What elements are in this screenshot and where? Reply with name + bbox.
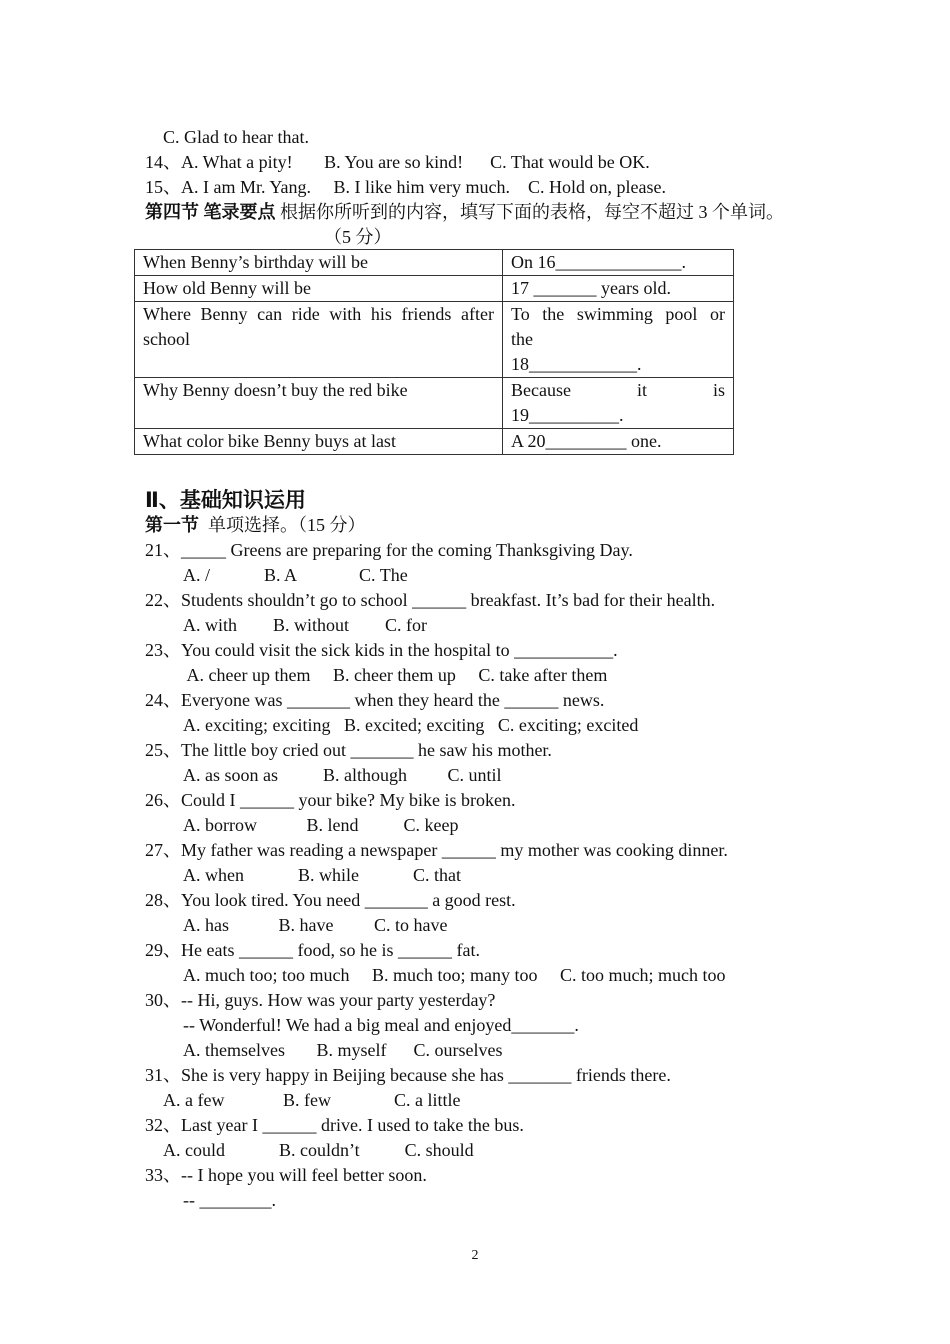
- table-cell: What color bike Benny buys at last: [135, 429, 503, 455]
- table-cell: Why Benny doesn’t buy the red bike: [135, 378, 503, 429]
- q24-options: A. exciting; exciting B. excited; exciting C. exciting; excited: [183, 715, 639, 735]
- page-number: 2: [471, 1248, 479, 1263]
- q25-stem: 25、The little boy cried out _______ he saw his mother.: [145, 740, 552, 760]
- q23-options: A. cheer up them B. cheer them up C. take after them: [183, 665, 608, 685]
- line-q13-option-c: C. Glad to hear that.: [163, 127, 309, 147]
- table-cell: On 16______________.: [503, 250, 734, 276]
- q22-options: A. with B. without C. for: [183, 615, 428, 635]
- q31-options: A. a few B. few C. a little: [163, 1090, 461, 1110]
- section1-title: 第一节: [145, 515, 199, 535]
- cell-line: To the swimming pool or: [511, 304, 725, 324]
- cell-line: 18____________.: [511, 354, 642, 374]
- line-q15: 15、A. I am Mr. Yang. B. I like him very much. C. Hold on, please.: [145, 177, 666, 197]
- cell-line: 19__________.: [511, 405, 624, 425]
- cell-line: Where Benny can ride with his friends after: [143, 304, 494, 324]
- cell-line: the: [511, 329, 533, 349]
- q32-stem: 32、Last year I ______ drive. I used to take the bus.: [145, 1115, 524, 1135]
- q30-options: A. themselves B. myself C. ourselves: [183, 1040, 503, 1060]
- q26-stem: 26、Could I ______ your bike? My bike is broken.: [145, 790, 516, 810]
- table-cell: [135, 302, 503, 378]
- section4-title: 第四节 笔录要点: [145, 202, 276, 222]
- q27-stem: 27、My father was reading a newspaper ______ my mother was cooking dinner.: [145, 840, 728, 860]
- q33-line2: -- ________.: [183, 1190, 276, 1210]
- cell-line: Because it is: [511, 380, 725, 400]
- section4-score: （5 分）: [324, 227, 392, 247]
- table-cell: When Benny’s birthday will be: [135, 250, 503, 276]
- section1-instruction: 单项选择。（15 分）: [199, 515, 366, 535]
- q26-options: A. borrow B. lend C. keep: [183, 815, 459, 835]
- table-cell: How old Benny will be: [135, 276, 503, 302]
- table-row: [135, 378, 734, 429]
- q27-options: A. when B. while C. that: [183, 865, 461, 885]
- part2-heading: Ⅱ、基础知识运用: [145, 488, 306, 512]
- q28-stem: 28、You look tired. You need _______ a good rest.: [145, 890, 516, 910]
- q23-stem: 23、You could visit the sick kids in the hospital to ___________.: [145, 640, 618, 660]
- table-row: [135, 302, 734, 378]
- table-cell: [503, 302, 734, 378]
- q25-options: A. as soon as B. although C. until: [183, 765, 502, 785]
- q21-options: A. / B. A C. The: [183, 565, 408, 585]
- q30-stem: 30、-- Hi, guys. How was your party yesterday?: [145, 990, 496, 1010]
- q21-stem: 21、_____ Greens are preparing for the coming Thanksgiving Day.: [145, 540, 633, 560]
- table-cell: A 20_________ one.: [503, 429, 734, 455]
- q33-stem: 33、-- I hope you will feel better soon.: [145, 1165, 427, 1185]
- table-row: [135, 276, 734, 302]
- q22-stem: 22、Students shouldn’t go to school ______ breakfast. It’s bad for their health.: [145, 590, 716, 610]
- table-cell: 17 _______ years old.: [503, 276, 734, 302]
- table-row: [135, 250, 734, 276]
- table-cell: [503, 378, 734, 429]
- section4-header: [145, 201, 784, 223]
- q31-stem: 31、She is very happy in Beijing because she has _______ friends there.: [145, 1065, 671, 1085]
- q29-options: A. much too; too much B. much too; many too C. too much; much too: [183, 965, 726, 985]
- q30-line2: -- Wonderful! We had a big meal and enjoyed_______.: [183, 1015, 579, 1035]
- q28-options: A. has B. have C. to have: [183, 915, 448, 935]
- table-row: [135, 429, 734, 455]
- notes-table: [134, 249, 734, 455]
- section4-instruction: 根据你所听到的内容，填写下面的表格，每空不超过 3 个单词。: [275, 202, 784, 222]
- section1-header: [145, 514, 366, 536]
- cell-line: school: [143, 329, 190, 349]
- q24-stem: 24、Everyone was _______ when they heard the ______ news.: [145, 690, 605, 710]
- q29-stem: 29、He eats ______ food, so he is ______ fat.: [145, 940, 480, 960]
- q32-options: A. could B. couldn’t C. should: [163, 1140, 474, 1160]
- line-q14: 14、A. What a pity! B. You are so kind! C. That would be OK.: [145, 152, 650, 172]
